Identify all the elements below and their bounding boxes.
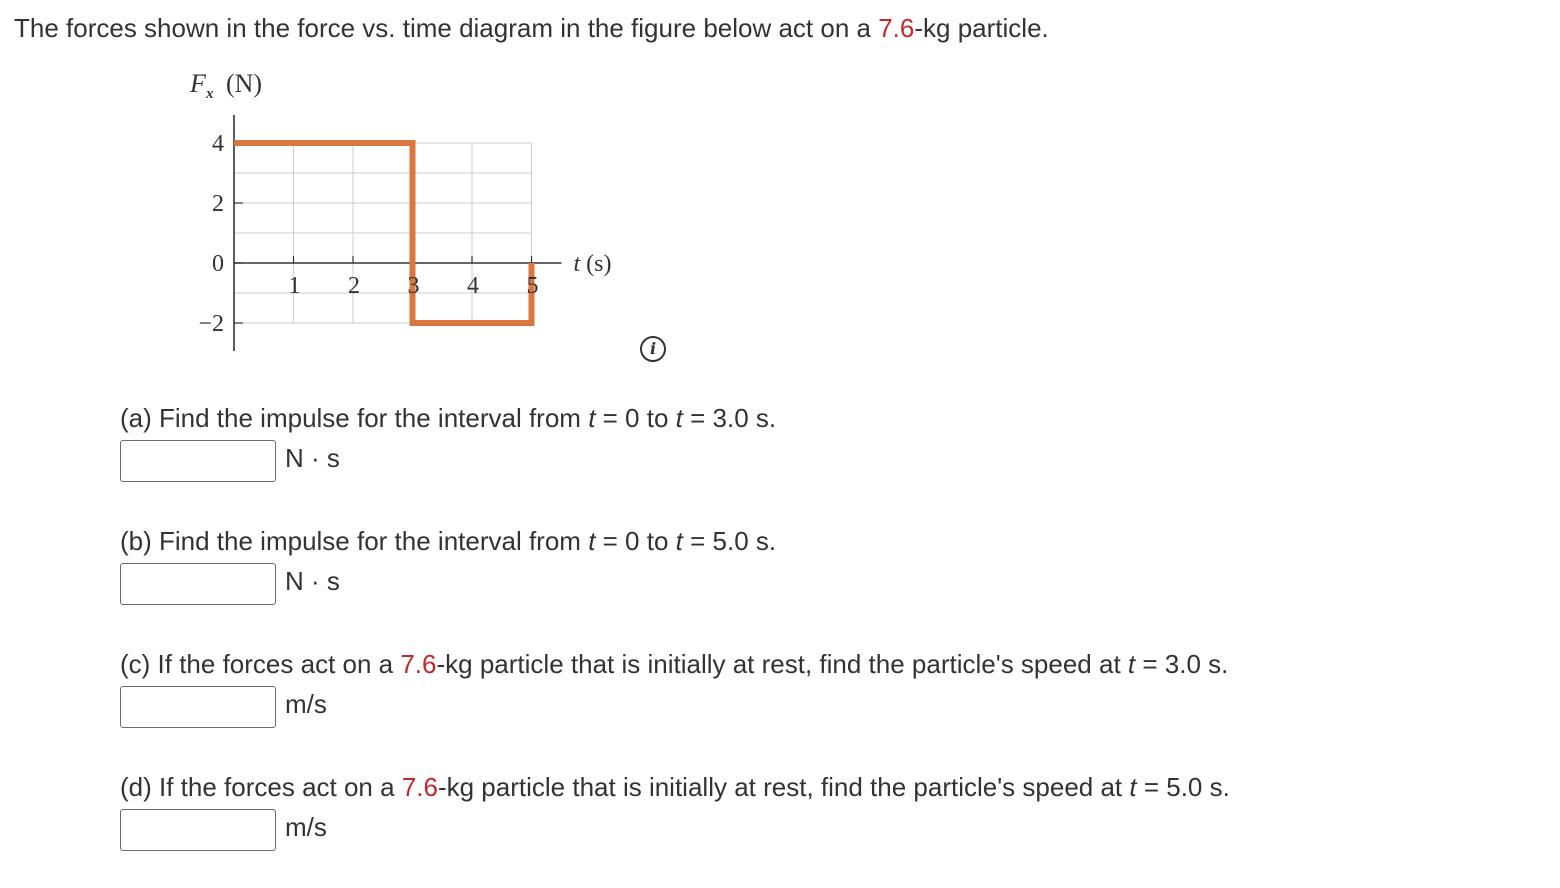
question-b-prompt (120, 525, 1540, 557)
answer-a-input[interactable] (120, 440, 276, 482)
question-a-var-1: t (588, 403, 596, 433)
x-tick-label-2: 2 (348, 273, 360, 299)
question-d-prompt (120, 771, 1540, 803)
y-tick-label-2: 2 (212, 191, 224, 217)
y-axis-unit: (N) (226, 69, 263, 98)
question-a-var-2: t (675, 403, 683, 433)
y-tick-label-4: 4 (212, 131, 224, 157)
intro-text-after: -kg particle. (914, 13, 1049, 43)
y-tick-label-neg2: −2 (198, 311, 224, 337)
question-d-suffix: = 5.0 s. (1136, 772, 1230, 802)
question-c-middle: -kg particle that is initially at rest, find the particle's speed at (436, 649, 1128, 679)
x-tick-label-3: 3 (407, 273, 420, 299)
intro-text-before: The forces shown in the force vs. time diagram in the figure below act on a (14, 13, 879, 43)
question-a-prompt (120, 402, 1540, 434)
question-b (120, 525, 1540, 605)
question-d-middle: -kg particle that is initially at rest, find the particle's speed at (437, 772, 1130, 802)
question-c-prompt (120, 648, 1540, 680)
question-a-answer-row (120, 440, 1540, 482)
question-b-var-1: t (588, 526, 596, 556)
question-c-mass-value: 7.6 (400, 649, 437, 679)
problem-intro (14, 12, 1049, 44)
intro-mass-value: 7.6 (878, 13, 915, 43)
answer-b-input[interactable] (120, 563, 276, 605)
answer-d-unit: m/s (285, 812, 327, 842)
question-c-answer-row (120, 686, 1540, 728)
question-d (120, 771, 1540, 851)
y-axis-label: F (190, 69, 206, 98)
question-d-prefix: (d) If the forces act on a (120, 772, 402, 802)
question-b-suffix: = 5.0 s. (682, 526, 777, 556)
force-time-diagram (170, 62, 640, 362)
question-a-suffix: = 3.0 s. (682, 403, 777, 433)
x-tick-label-4: 4 (467, 273, 479, 299)
question-d-mass-value: 7.6 (401, 772, 438, 802)
question-c (120, 648, 1540, 728)
question-c-suffix: = 3.0 s. (1135, 649, 1229, 679)
question-c-var: t (1127, 649, 1136, 679)
answer-b-unit: N · s (285, 566, 340, 596)
y-axis-subscript: x (206, 86, 214, 102)
question-c-prefix: (c) If the forces act on a (120, 649, 401, 679)
chart-grid (234, 143, 532, 323)
question-b-prefix: (b) Find the impulse for the interval from (120, 526, 589, 556)
force-time-chart (170, 62, 640, 362)
answer-d-input[interactable] (120, 809, 276, 851)
question-a (120, 402, 1540, 482)
y-tick-label-0: 0 (212, 251, 224, 277)
question-d-var: t (1129, 772, 1137, 802)
x-axis-label: t (s) (573, 251, 612, 277)
question-d-answer-row (120, 809, 1540, 851)
question-b-answer-row (120, 563, 1540, 605)
answer-c-input[interactable] (120, 686, 276, 728)
question-a-mid: = 0 to (595, 403, 676, 433)
answer-c-unit: m/s (285, 689, 327, 719)
question-b-var-2: t (675, 526, 683, 556)
info-icon[interactable]: i (640, 336, 666, 362)
x-tick-label-5: 5 (526, 273, 539, 299)
answer-a-unit: N · s (285, 443, 340, 473)
question-b-mid: = 0 to (595, 526, 676, 556)
question-a-prefix: (a) Find the impulse for the interval from (120, 403, 589, 433)
x-tick-label-1: 1 (288, 273, 301, 299)
